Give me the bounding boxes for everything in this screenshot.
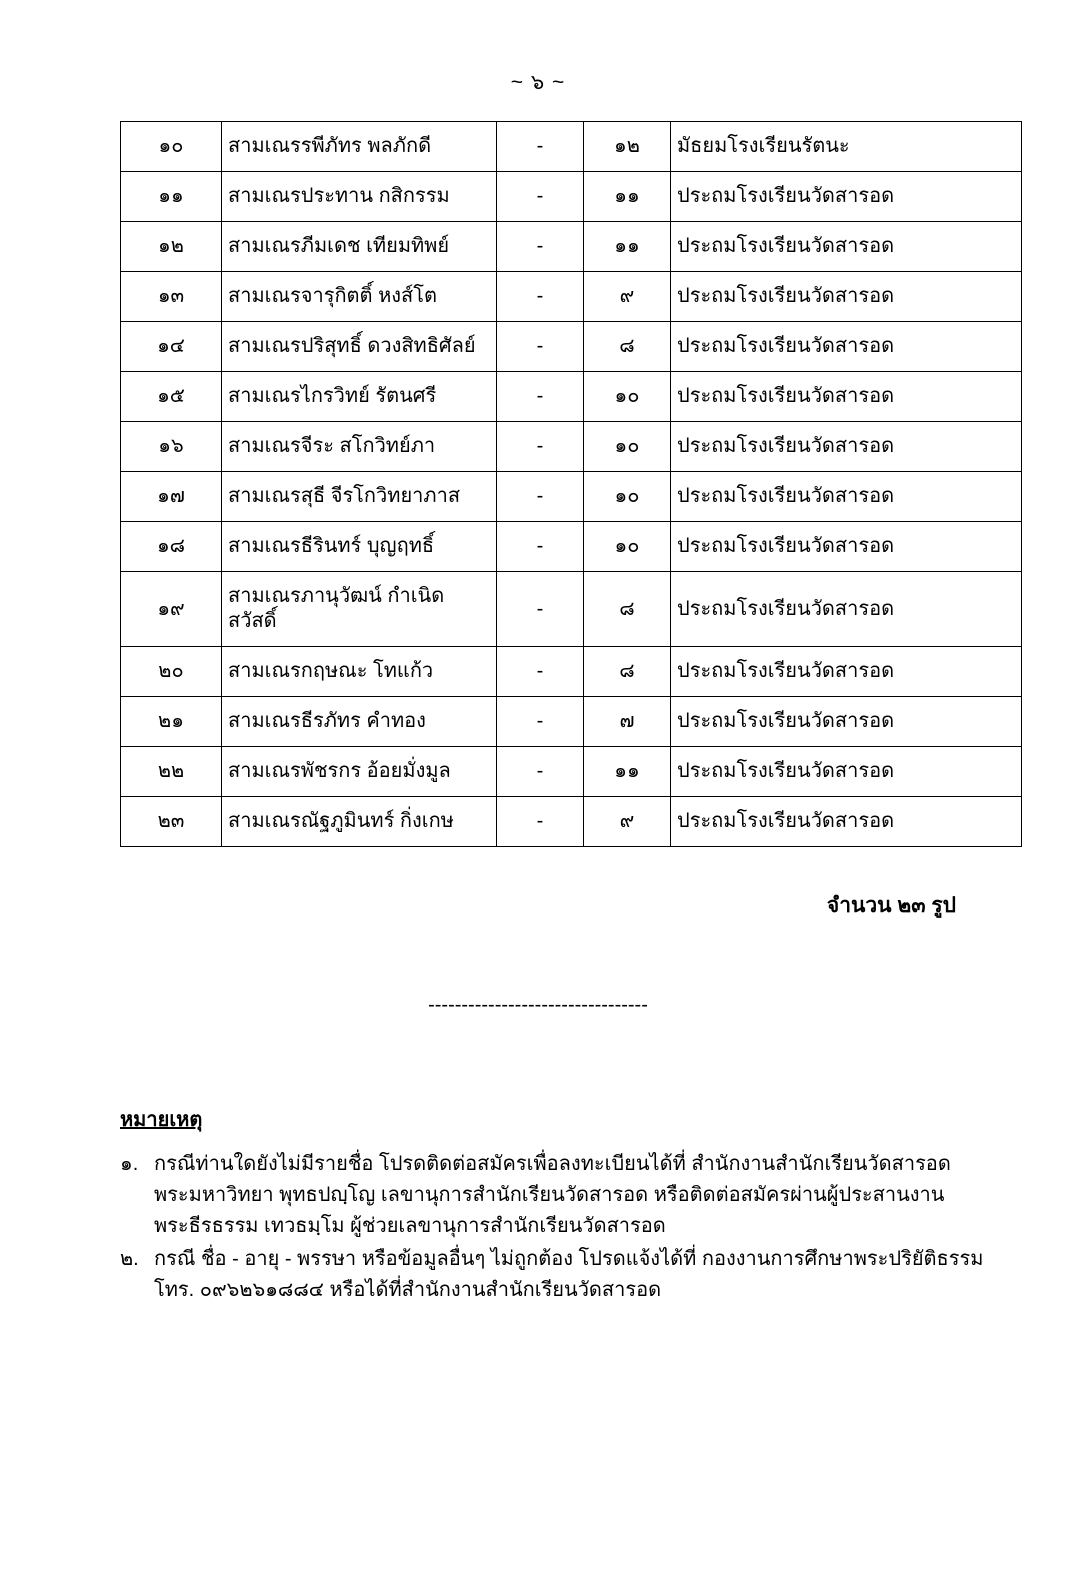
cell-name: สามเณรประทาน กสิกรรม <box>222 172 497 222</box>
notes-section <box>0 1017 1076 1306</box>
table-row <box>121 697 1022 747</box>
cell-school: ประถมโรงเรียนวัดสารอด <box>671 222 1022 272</box>
cell-order-number: ๑๘ <box>121 522 222 572</box>
cell-school: ประถมโรงเรียนวัดสารอด <box>671 697 1022 747</box>
cell-pansa: - <box>497 422 584 472</box>
table-row <box>121 422 1022 472</box>
note-line: กรณี ชื่อ - อายุ - พรรษา หรือข้อมูลอื่นๆ ไม่ถูกต้อง โปรดแจ้งได้ที่ กองงานการศึกษาพระปริยัติธรรม <box>154 1248 984 1270</box>
cell-pansa: - <box>497 222 584 272</box>
cell-order-number: ๑๙ <box>121 572 222 647</box>
cell-pansa: - <box>497 647 584 697</box>
table-row <box>121 472 1022 522</box>
cell-school: ประถมโรงเรียนวัดสารอด <box>671 472 1022 522</box>
cell-school: ประถมโรงเรียนวัดสารอด <box>671 572 1022 647</box>
cell-order-number: ๑๗ <box>121 472 222 522</box>
cell-name: สามเณรธีรินทร์ บุญฤทธิ์ <box>222 522 497 572</box>
cell-age: ๙ <box>584 797 671 847</box>
cell-age: ๑๒ <box>584 122 671 172</box>
cell-name: สามเณรธีรภัทร คำทอง <box>222 697 497 747</box>
cell-school: ประถมโรงเรียนวัดสารอด <box>671 372 1022 422</box>
note-line: พระธีรธรรม เทวธมฺโม ผู้ช่วยเลขานุการสำนักเรียนวัดสารอด <box>154 1215 666 1237</box>
cell-order-number: ๒๓ <box>121 797 222 847</box>
cell-school: ประถมโรงเรียนวัดสารอด <box>671 747 1022 797</box>
cell-school: ประถมโรงเรียนวัดสารอด <box>671 272 1022 322</box>
cell-name: สามเณรปริสุทธิ์ ดวงสิทธิศัลย์ <box>222 322 497 372</box>
notes-heading: หมายเหตุ <box>120 1109 203 1131</box>
cell-age: ๑๑ <box>584 172 671 222</box>
cell-school: ประถมโรงเรียนวัดสารอด <box>671 647 1022 697</box>
cell-age: ๑๐ <box>584 522 671 572</box>
table-row <box>121 522 1022 572</box>
cell-pansa: - <box>497 372 584 422</box>
cell-order-number: ๑๑ <box>121 172 222 222</box>
cell-order-number: ๑๕ <box>121 372 222 422</box>
cell-order-number: ๑๓ <box>121 272 222 322</box>
cell-school: ประถมโรงเรียนวัดสารอด <box>671 322 1022 372</box>
cell-school: ประถมโรงเรียนวัดสารอด <box>671 797 1022 847</box>
cell-order-number: ๑๒ <box>121 222 222 272</box>
note-line: กรณีท่านใดยังไม่มีรายชื่อ โปรดติดต่อสมัครเพื่อลงทะเบียนได้ที่ สำนักงานสำนักเรียนวัดสารอด <box>154 1153 951 1175</box>
cell-school: มัธยมโรงเรียนรัตนะ <box>671 122 1022 172</box>
cell-order-number: ๑๐ <box>121 122 222 172</box>
cell-pansa: - <box>497 272 584 322</box>
cell-name: สามเณรจารุกิตติ์ หงส์โต <box>222 272 497 322</box>
cell-pansa: - <box>497 797 584 847</box>
roster-table <box>120 121 1022 847</box>
table-row <box>121 172 1022 222</box>
cell-name: สามเณรณัฐภูมินทร์ กิ่งเกษ <box>222 797 497 847</box>
cell-school: ประถมโรงเรียนวัดสารอด <box>671 172 1022 222</box>
note-marker: ๒. <box>120 1248 139 1270</box>
cell-age: ๑๐ <box>584 472 671 522</box>
page-number: ~ ๖ ~ <box>510 71 566 94</box>
cell-name: สามเณรจีระ สโกวิทย์ภา <box>222 422 497 472</box>
cell-pansa: - <box>497 172 584 222</box>
cell-pansa: - <box>497 697 584 747</box>
notes-list <box>120 1149 1006 1306</box>
roster-table-body <box>121 122 1022 847</box>
cell-age: ๘ <box>584 647 671 697</box>
table-row <box>121 572 1022 647</box>
note-line: โทร. ๐๙๖๒๖๑๘๘๔ หรือได้ที่สำนักงานสำนักเรียนวัดสารอด <box>154 1279 662 1301</box>
table-row <box>121 647 1022 697</box>
note-text <box>154 1149 1006 1242</box>
table-row <box>121 222 1022 272</box>
note-item <box>120 1244 1006 1306</box>
cell-age: ๘ <box>584 572 671 647</box>
cell-order-number: ๒๑ <box>121 697 222 747</box>
section-divider: --------------------------------- <box>428 994 648 1016</box>
cell-pansa: - <box>497 522 584 572</box>
cell-school: ประถมโรงเรียนวัดสารอด <box>671 522 1022 572</box>
table-row <box>121 322 1022 372</box>
cell-age: ๗ <box>584 697 671 747</box>
table-row <box>121 372 1022 422</box>
cell-age: ๑๐ <box>584 422 671 472</box>
cell-name: สามเณรสุธี จีรโกวิทยาภาส <box>222 472 497 522</box>
note-item <box>120 1149 1006 1242</box>
cell-name: สามเณรรพีภัทร พลภักดี <box>222 122 497 172</box>
note-text <box>154 1244 1006 1306</box>
cell-name: สามเณรภีมเดช เทียมทิพย์ <box>222 222 497 272</box>
note-line: พระมหาวิทยา พุทธปญฺโญ เลขานุการสำนักเรียนวัดสารอด หรือติดต่อสมัครผ่านผู้ประสานงาน <box>154 1184 945 1206</box>
cell-order-number: ๒๐ <box>121 647 222 697</box>
cell-name: สามเณรกฤษณะ โทแก้ว <box>222 647 497 697</box>
total-count-label: จำนวน ๒๓ รูป <box>826 894 956 917</box>
cell-name: สามเณรไกรวิทย์ รัตนศรี <box>222 372 497 422</box>
cell-order-number: ๑๔ <box>121 322 222 372</box>
cell-age: ๘ <box>584 322 671 372</box>
note-marker: ๑. <box>120 1153 139 1175</box>
cell-school: ประถมโรงเรียนวัดสารอด <box>671 422 1022 472</box>
table-row <box>121 272 1022 322</box>
table-row <box>121 797 1022 847</box>
cell-age: ๑๐ <box>584 372 671 422</box>
cell-name: สามเณรภานุวัฒน์ กำเนิดสวัสดิ์ <box>222 572 497 647</box>
cell-pansa: - <box>497 122 584 172</box>
cell-order-number: ๑๖ <box>121 422 222 472</box>
cell-name: สามเณรพัชรกร อ้อยมั่งมูล <box>222 747 497 797</box>
cell-pansa: - <box>497 472 584 522</box>
roster-table-wrapper <box>120 121 956 847</box>
cell-pansa: - <box>497 322 584 372</box>
table-row <box>121 122 1022 172</box>
cell-age: ๑๑ <box>584 747 671 797</box>
cell-pansa: - <box>497 572 584 647</box>
document-page <box>0 66 1076 1587</box>
cell-age: ๑๑ <box>584 222 671 272</box>
cell-age: ๙ <box>584 272 671 322</box>
cell-pansa: - <box>497 747 584 797</box>
cell-order-number: ๒๒ <box>121 747 222 797</box>
table-row <box>121 747 1022 797</box>
